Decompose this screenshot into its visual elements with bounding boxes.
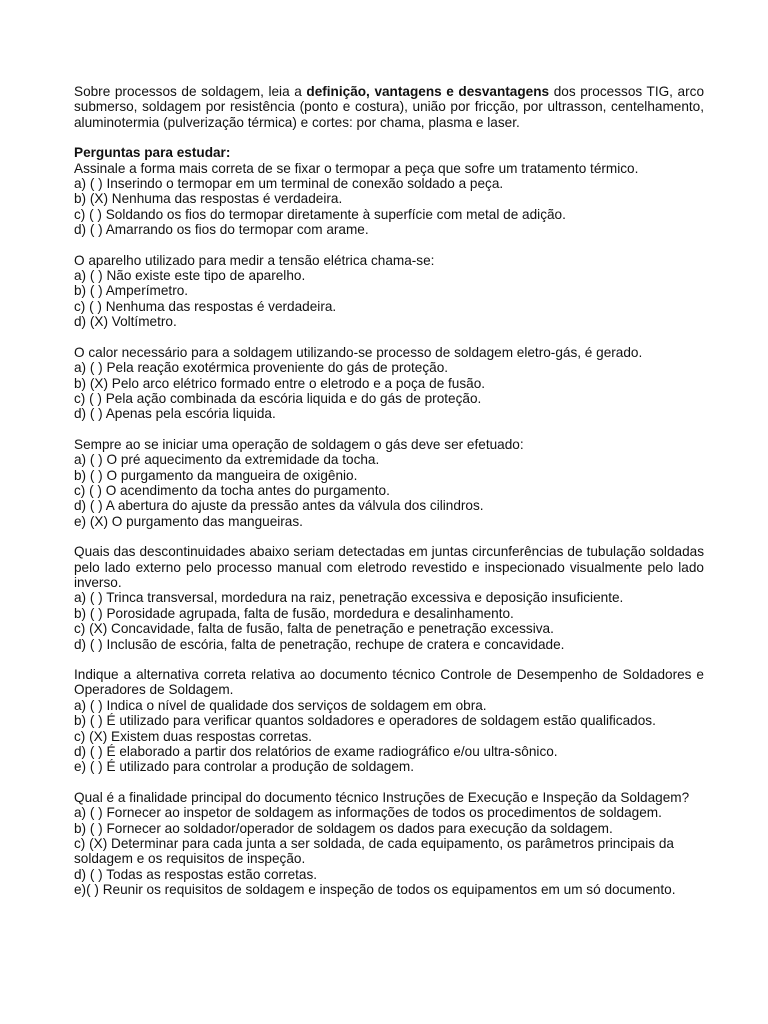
answer-option: d) ( ) Todas as respostas estão corretas. bbox=[74, 866, 318, 882]
answer-option: b) ( ) Porosidade agrupada, falta de fusão, mordedura e desalinhamento. bbox=[74, 605, 514, 621]
question-list bbox=[74, 161, 704, 898]
answer-option: a) ( ) O pré aquecimento da extremidade da tocha. bbox=[74, 452, 380, 468]
question-block bbox=[74, 437, 704, 529]
answer-option: c) ( ) Pela ação combinada da escória liquida e do gás de proteção. bbox=[74, 390, 482, 406]
answer-option: d) ( ) Amarrando os fios do termopar com arame. bbox=[74, 222, 369, 238]
answer-option: a) ( ) Fornecer ao inspetor de soldagem as informações de todos os procedimentos de soldagem. bbox=[74, 805, 662, 821]
answer-option: a) ( ) Pela reação exotérmica proveniente do gás de proteção. bbox=[74, 360, 449, 376]
answer-option: a) ( ) Inserindo o termopar em um terminal de conexão soldado a peça. bbox=[74, 176, 504, 192]
answer-option: b) ( ) O purgamento da mangueira de oxigênio. bbox=[74, 467, 358, 483]
document-page bbox=[74, 84, 704, 913]
intro-text-end: dos processos TIG, arco submerso, soldagem por resistência (ponto e costura), união por fricção, por ultrasson, centelhamento, aluminotermia (pulverização térmica) e cortes: por chama, plasma e laser. bbox=[74, 84, 705, 130]
question-block bbox=[74, 253, 704, 330]
question-stem: O calor necessário para a soldagem utilizando-se processo de soldagem eletro-gás, é gerado. bbox=[74, 344, 643, 360]
question-block bbox=[74, 544, 704, 652]
answer-option: c) ( ) Nenhuma das respostas é verdadeira. bbox=[74, 298, 337, 314]
answer-option: c) (X) Existem duas respostas corretas. bbox=[74, 728, 312, 744]
answer-option: d) ( ) Inclusão de escória, falta de penetração, rechupe de cratera e concavidade. bbox=[74, 636, 565, 652]
answer-option: c) (X) Concavidade, falta de fusão, falta de penetração e penetração excessiva. bbox=[74, 621, 554, 637]
answer-option: e) (X) O purgamento das mangueiras. bbox=[74, 513, 303, 529]
answer-option: c) (X) Determinar para cada junta a ser soldada, de cada equipamento, os parâmetros principais da soldagem e os requisitos de inspeção. bbox=[74, 836, 674, 867]
answer-option: a) ( ) Não existe este tipo de aparelho. bbox=[74, 268, 306, 284]
question-stem: Qual é a finalidade principal do documento técnico Instruções de Execução e Inspeção da Soldagem? bbox=[74, 789, 690, 805]
question-stem: Sempre ao se iniciar uma operação de soldagem o gás deve ser efetuado: bbox=[74, 436, 524, 452]
answer-option: d) ( ) Apenas pela escória liquida. bbox=[74, 406, 276, 422]
intro-bold-text: definição, vantagens e desvantagens bbox=[306, 84, 550, 99]
answer-option: b) ( ) Fornecer ao soldador/operador de soldagem os dados para execução da soldagem. bbox=[74, 820, 613, 836]
intro-text-start: Sobre processos de soldagem, leia a bbox=[74, 84, 307, 99]
question-block bbox=[74, 345, 704, 422]
answer-option: d) ( ) A abertura do ajuste da pressão antes da válvula dos cilindros. bbox=[74, 498, 484, 514]
question-stem: Quais das descontinuidades abaixo seriam detectadas em juntas circunferências de tubulação soldadas pelo lado externo pelo processo manual com eletrodo revestido e inspecionado visualmente pelo lado inverso. bbox=[74, 544, 704, 590]
question-stem: O aparelho utilizado para medir a tensão elétrica chama-se: bbox=[74, 252, 435, 268]
answer-option: d) ( ) É elaborado a partir dos relatórios de exame radiográfico e/ou ultra-sônico. bbox=[74, 744, 558, 760]
answer-option: c) ( ) O acendimento da tocha antes do purgamento. bbox=[74, 482, 390, 498]
answer-option: a) ( ) Indica o nível de qualidade dos serviços de soldagem em obra. bbox=[74, 697, 487, 713]
question-block bbox=[74, 790, 704, 898]
answer-option: e) ( ) É utilizado para controlar a produção de soldagem. bbox=[74, 759, 415, 775]
question-block bbox=[74, 161, 704, 238]
answer-option: b) (X) Nenhuma das respostas é verdadeira. bbox=[74, 191, 343, 207]
answer-option: d) (X) Voltímetro. bbox=[74, 314, 177, 330]
answer-option: e)( ) Reunir os requisitos de soldagem e inspeção de todos os equipamentos em um só documento. bbox=[74, 882, 676, 898]
question-block bbox=[74, 667, 704, 775]
answer-option: b) ( ) Amperímetro. bbox=[74, 283, 189, 299]
answer-option: c) ( ) Soldando os fios do termopar diretamente à superfície com metal de adição. bbox=[74, 206, 566, 222]
answer-option: a) ( ) Trinca transversal, mordedura na raiz, penetração excessiva e deposição insuficiente. bbox=[74, 590, 624, 606]
answer-option: b) ( ) É utilizado para verificar quantos soldadores e operadores de soldagem estão qualificados. bbox=[74, 713, 656, 729]
question-stem: Indique a alternativa correta relativa ao documento técnico Controle de Desempenho de Soldadores e Operadores de Soldagem. bbox=[74, 667, 704, 698]
section-heading: Perguntas para estudar: bbox=[74, 145, 231, 161]
intro-paragraph bbox=[74, 84, 704, 130]
answer-option: b) (X) Pelo arco elétrico formado entre o eletrodo e a poça de fusão. bbox=[74, 375, 486, 391]
question-stem: Assinale a forma mais correta de se fixar o termopar a peça que sofre um tratamento térmico. bbox=[74, 160, 639, 176]
